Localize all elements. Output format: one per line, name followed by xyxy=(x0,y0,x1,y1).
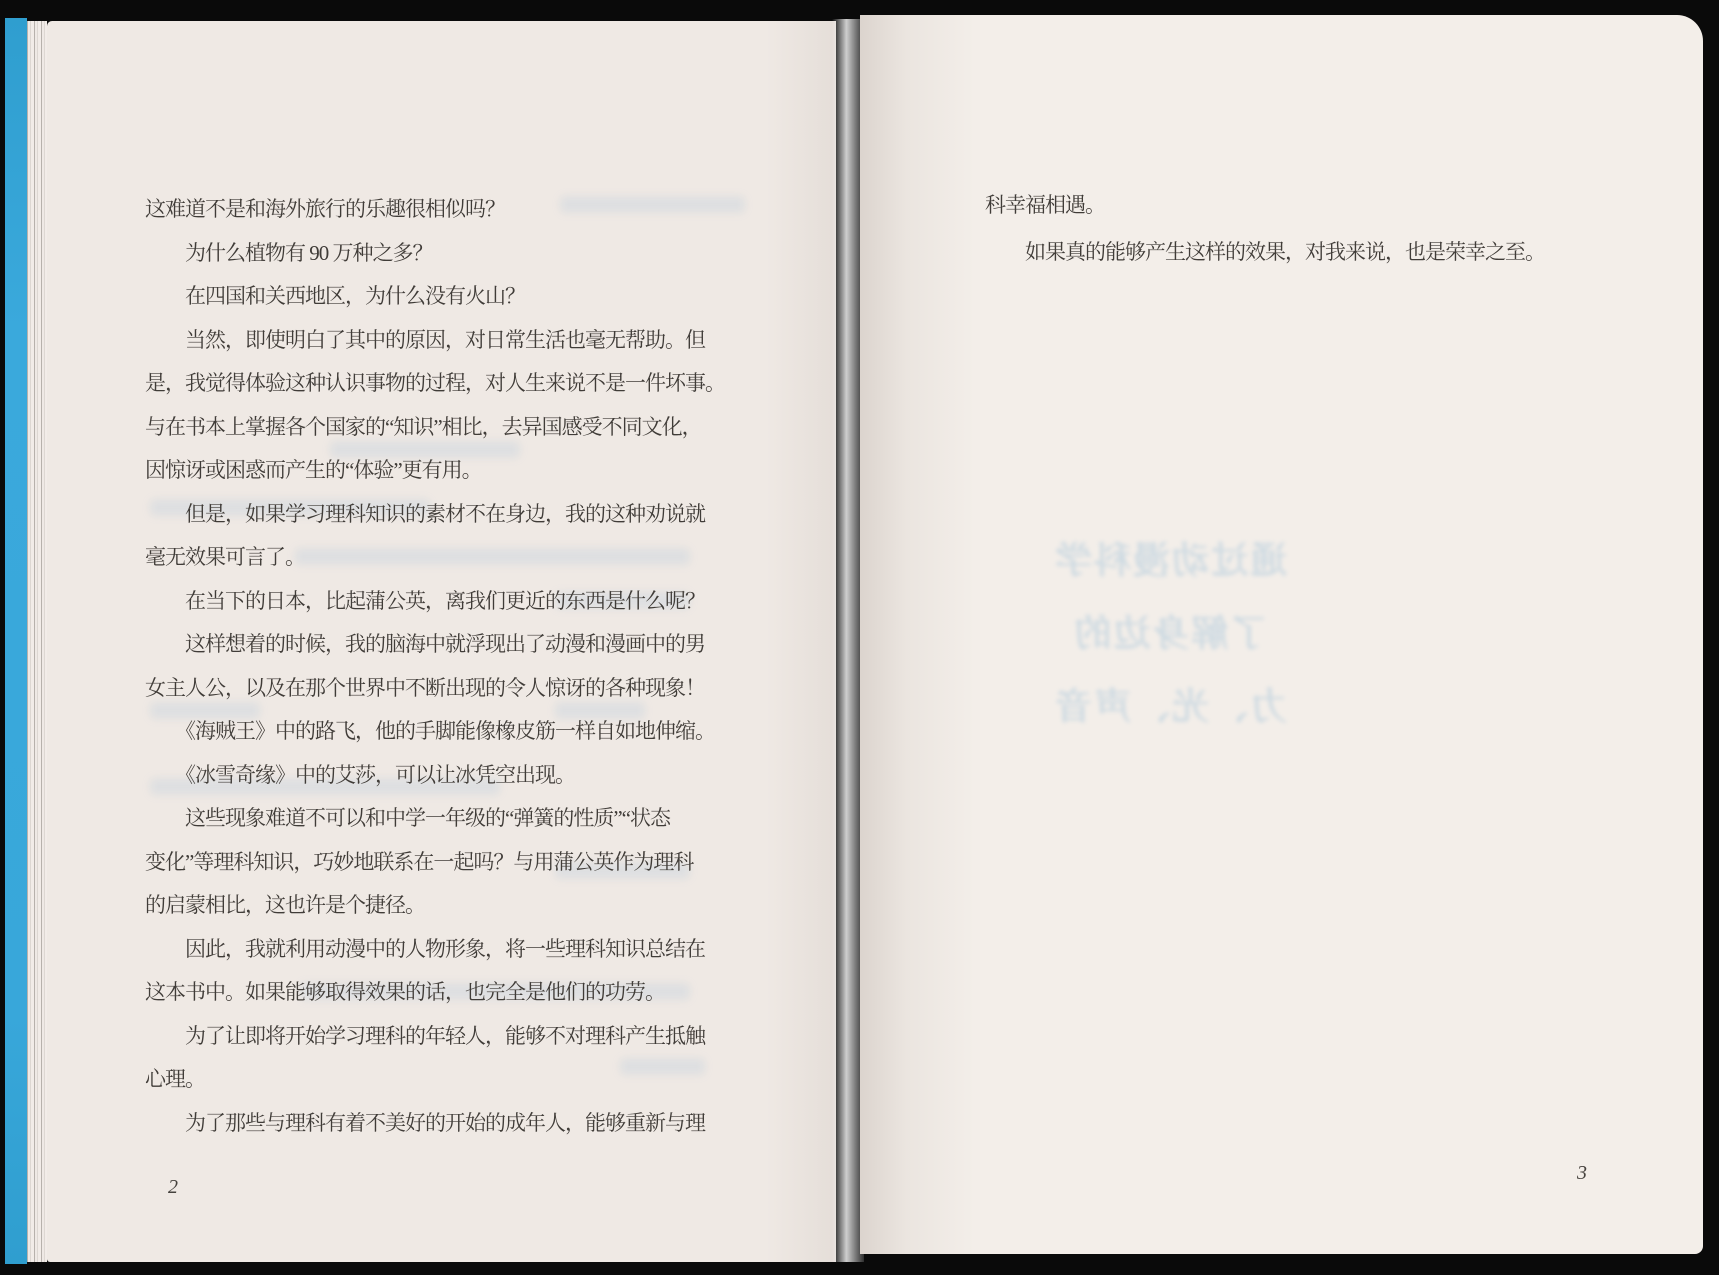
text-line: 当然，即使明白了其中的原因，对日常生活也毫无帮助。但 xyxy=(185,327,705,352)
text-line: 因惊讶或困惑而产生的“体验”更有用。 xyxy=(145,458,482,482)
text-line: 为了那些与理科有着不美好的开始的成年人，能够重新与理 xyxy=(185,1110,705,1135)
text-line: 《冰雪奇缘》中的艾莎，可以让冰凭空出现。 xyxy=(175,762,575,787)
text-line: 的启蒙相比，这也许是个捷径。 xyxy=(145,893,425,917)
stacked-page-edges xyxy=(27,21,47,1262)
text-line: 在当下的日本，比起蒲公英，离我们更近的东西是什么呢？ xyxy=(185,588,705,613)
text-line: 但是，如果学习理科知识的素材不在身边，我的这种劝说就 xyxy=(185,501,705,526)
text-line: 与在书本上掌握各个国家的“知识”相比，去异国感受不同文化， xyxy=(145,414,702,439)
text-line: 在四国和关西地区，为什么没有火山？ xyxy=(185,284,525,308)
left-page-text xyxy=(145,188,765,1145)
ghost-title-line: 通过动漫科学 xyxy=(1053,541,1287,582)
text-line: 如果真的能够产生这样的效果，对我来说，也是荣幸之至。 xyxy=(1025,240,1545,264)
text-line: 这些现象难道不可以和中学一年级的“弹簧的性质”“状态 xyxy=(185,806,670,830)
page-number-left: 2 xyxy=(168,1176,178,1198)
text-line: 变化”等理科知识，巧妙地联系在一起吗？与用蒲公英作为理科 xyxy=(145,849,694,874)
page-number-right: 3 xyxy=(1577,1162,1587,1184)
text-line: 心理。 xyxy=(145,1067,205,1091)
bleedthrough-chapter-title xyxy=(1020,525,1320,744)
text-line: 这难道不是和海外旅行的乐趣很相似吗？ xyxy=(145,197,505,221)
text-line: 科幸福相遇。 xyxy=(985,193,1105,217)
text-line: 这样想着的时候，我的脑海中就浮现出了动漫和漫画中的男 xyxy=(185,632,705,656)
right-page-text xyxy=(985,182,1605,276)
text-line: 为什么植物有 90 万种之多？ xyxy=(185,240,433,265)
text-line: 女主人公，以及在那个世界中不断出现的令人惊讶的各种现象！ xyxy=(145,675,705,700)
ghost-title-line: 了解身边的 xyxy=(1072,614,1268,655)
text-line: 《海贼王》中的路飞，他的手脚能像橡皮筋一样自如地伸缩。 xyxy=(175,719,715,743)
text-line: 是，我觉得体验这种认识事物的过程，对人生来说不是一件坏事。 xyxy=(145,371,725,395)
text-line: 这本书中。如果能够取得效果的话，也完全是他们的功劳。 xyxy=(145,980,665,1004)
text-line: 毫无效果可言了。 xyxy=(145,545,305,569)
text-line: 为了让即将开始学习理科的年轻人，能够不对理科产生抵触 xyxy=(185,1023,705,1048)
book-cover-edge xyxy=(5,18,27,1264)
ghost-title-line: 力、光、声音 xyxy=(1053,687,1287,728)
text-line: 因此，我就利用动漫中的人物形象，将一些理科知识总结在 xyxy=(185,936,705,961)
